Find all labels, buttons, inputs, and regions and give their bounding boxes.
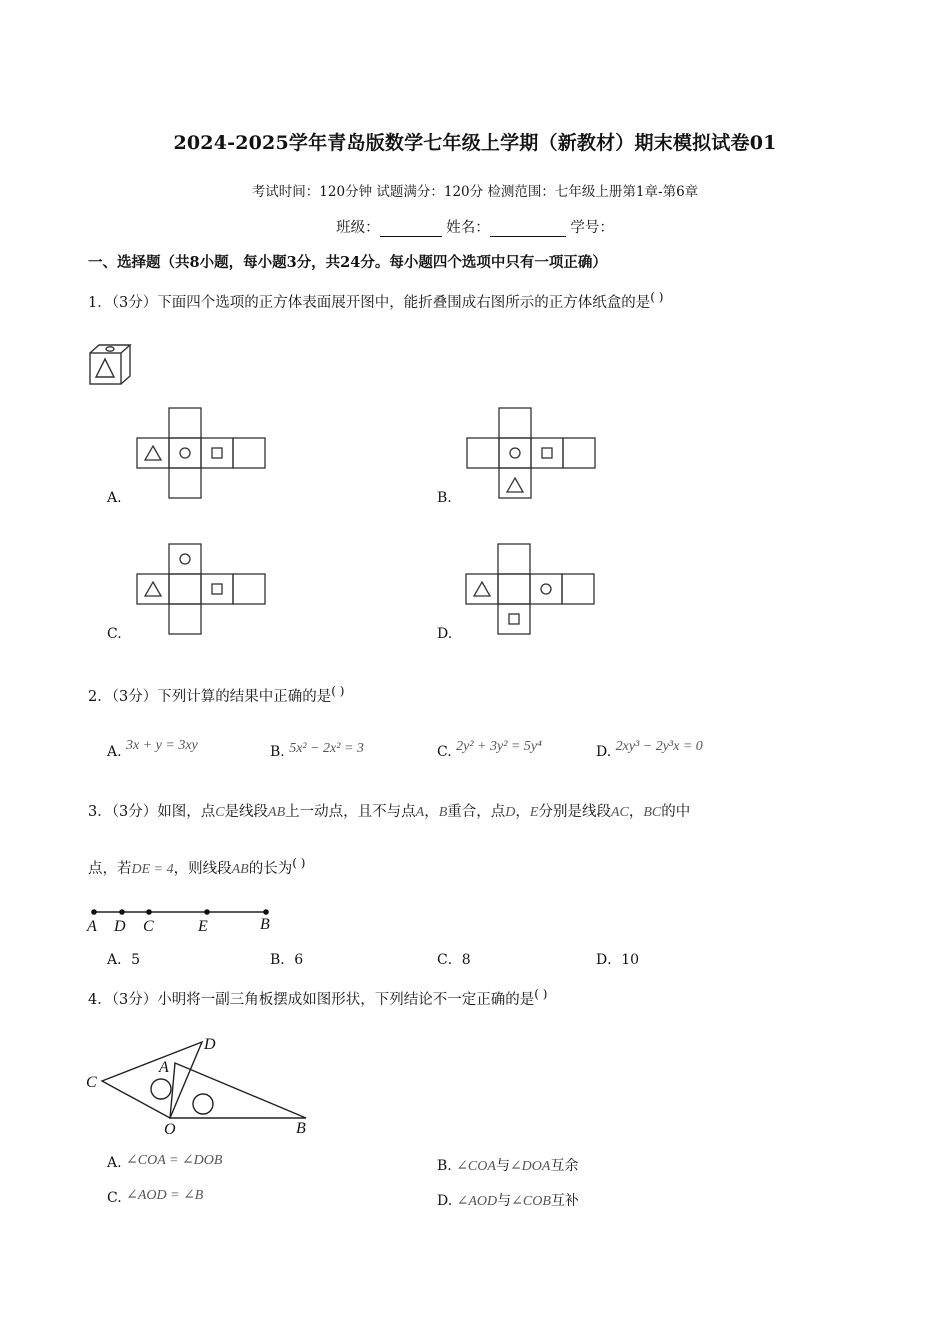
option-label: B. — [270, 744, 285, 760]
option-label: D. — [596, 744, 612, 760]
label-a: A — [159, 1059, 169, 1076]
name-blank[interactable] — [490, 222, 566, 237]
q2-option-d[interactable] — [596, 739, 703, 761]
option-label: A. — [107, 744, 122, 760]
triangle-set-figure — [84, 1034, 314, 1139]
option-expression: ∠COA = ∠DOB — [126, 1153, 223, 1168]
point-b — [263, 909, 269, 915]
q1-option-b[interactable]: B. — [437, 490, 452, 506]
option-expression: ∠AOD — [456, 1194, 498, 1209]
q3-option-c[interactable]: C．8 — [437, 952, 471, 968]
id-label: 学号： — [570, 220, 614, 236]
option-expression: 2xy³ − 2y³x = 0 — [615, 739, 703, 754]
net-option-c — [137, 543, 267, 635]
question-2-text: 2．（3分）下列计算的结果中正确的是 — [88, 688, 332, 705]
option-expression: ∠AOD = ∠B — [126, 1188, 204, 1203]
label-e: E — [198, 918, 208, 935]
q3-option-a[interactable]: A．5 — [107, 952, 141, 968]
point-a — [91, 909, 97, 915]
q4-option-a[interactable] — [107, 1155, 222, 1172]
option-label: D. — [437, 1193, 453, 1209]
q1-option-c[interactable]: C. — [107, 626, 122, 642]
segment-figure — [85, 904, 285, 936]
question-3-line-1: 3．（3分）如图，点C是线段AB上一动点，且不与点A，B重合，点D，E分别是线段AC，BC的中 — [88, 804, 691, 820]
answer-paren: ( ) — [331, 684, 345, 698]
question-2-stem — [88, 684, 344, 706]
option-expression: ∠COB — [511, 1194, 551, 1209]
answer-paren: ( ) — [534, 987, 548, 1001]
q2-option-a[interactable] — [107, 738, 198, 761]
q3-option-d[interactable]: D．10 — [596, 952, 640, 968]
label-c: C — [143, 918, 154, 935]
label-d: D — [204, 1036, 216, 1053]
answer-paren: ( ) — [650, 290, 664, 304]
option-expression: 5x² − 2x² = 3 — [289, 741, 364, 756]
q2-option-c[interactable] — [437, 739, 542, 761]
point-e — [204, 909, 210, 915]
cube-figure — [88, 344, 138, 386]
q4-option-b[interactable]: B. ∠COA与∠DOA互余 — [437, 1158, 579, 1174]
q4-option-d[interactable]: D. ∠AOD与∠COB互补 — [437, 1193, 579, 1209]
q1-option-a[interactable]: A. — [107, 490, 122, 506]
q1-option-d[interactable]: D. — [437, 626, 453, 642]
exam-info: 考试时间：120分钟 试题满分：120分 检测范围：七年级上册第1章-第6章 — [251, 184, 699, 200]
point-c — [146, 909, 152, 915]
question-3-line-2: 点，若DE = 4，则线段AB的长为( ) — [88, 856, 306, 877]
q3-option-b[interactable]: B．6 — [270, 952, 304, 968]
point-d — [119, 909, 125, 915]
net-option-d — [466, 543, 596, 635]
option-label: B. — [437, 1158, 452, 1174]
label-b: B — [296, 1120, 306, 1137]
question-1-text: 1．（3分）下面四个选项的正方体表面展开图中，能折叠围成右图所示的正方体纸盒的是 — [88, 294, 651, 311]
student-info-line — [0, 216, 950, 237]
q2-option-b[interactable] — [270, 741, 364, 761]
class-blank[interactable] — [380, 222, 442, 237]
q4-option-c[interactable] — [107, 1190, 203, 1207]
option-label: C. — [107, 1190, 122, 1206]
page-title: 2024-2025学年青岛版数学七年级上学期（新教材）期末模拟试卷01 — [173, 132, 777, 154]
name-label: 姓名： — [446, 220, 490, 236]
section-heading: 一、选择题（共8小题，每小题3分，共24分。每小题四个选项中只有一项正确） — [88, 254, 607, 271]
net-option-a — [137, 407, 267, 499]
class-label: 班级： — [336, 220, 380, 236]
label-a: A — [87, 918, 97, 935]
answer-paren: ( ) — [292, 856, 306, 870]
label-c: C — [86, 1074, 97, 1091]
option-expression: 3x + y = 3xy — [126, 738, 198, 753]
option-label: C. — [437, 744, 452, 760]
option-expression: ∠COA — [456, 1159, 496, 1174]
label-b: B — [260, 916, 270, 933]
question-4-text: 4．（3分）小明将一副三角板摆成如图形状，下列结论不一定正确的是 — [88, 991, 535, 1008]
option-label: A. — [107, 1155, 122, 1171]
option-expression: 2y² + 3y² = 5y⁴ — [456, 739, 542, 754]
question-1-stem — [88, 290, 663, 312]
question-4-stem — [88, 987, 547, 1009]
label-o: O — [164, 1121, 176, 1138]
label-d: D — [114, 918, 126, 935]
net-option-b — [467, 407, 597, 499]
option-expression: ∠DOA — [509, 1159, 551, 1174]
